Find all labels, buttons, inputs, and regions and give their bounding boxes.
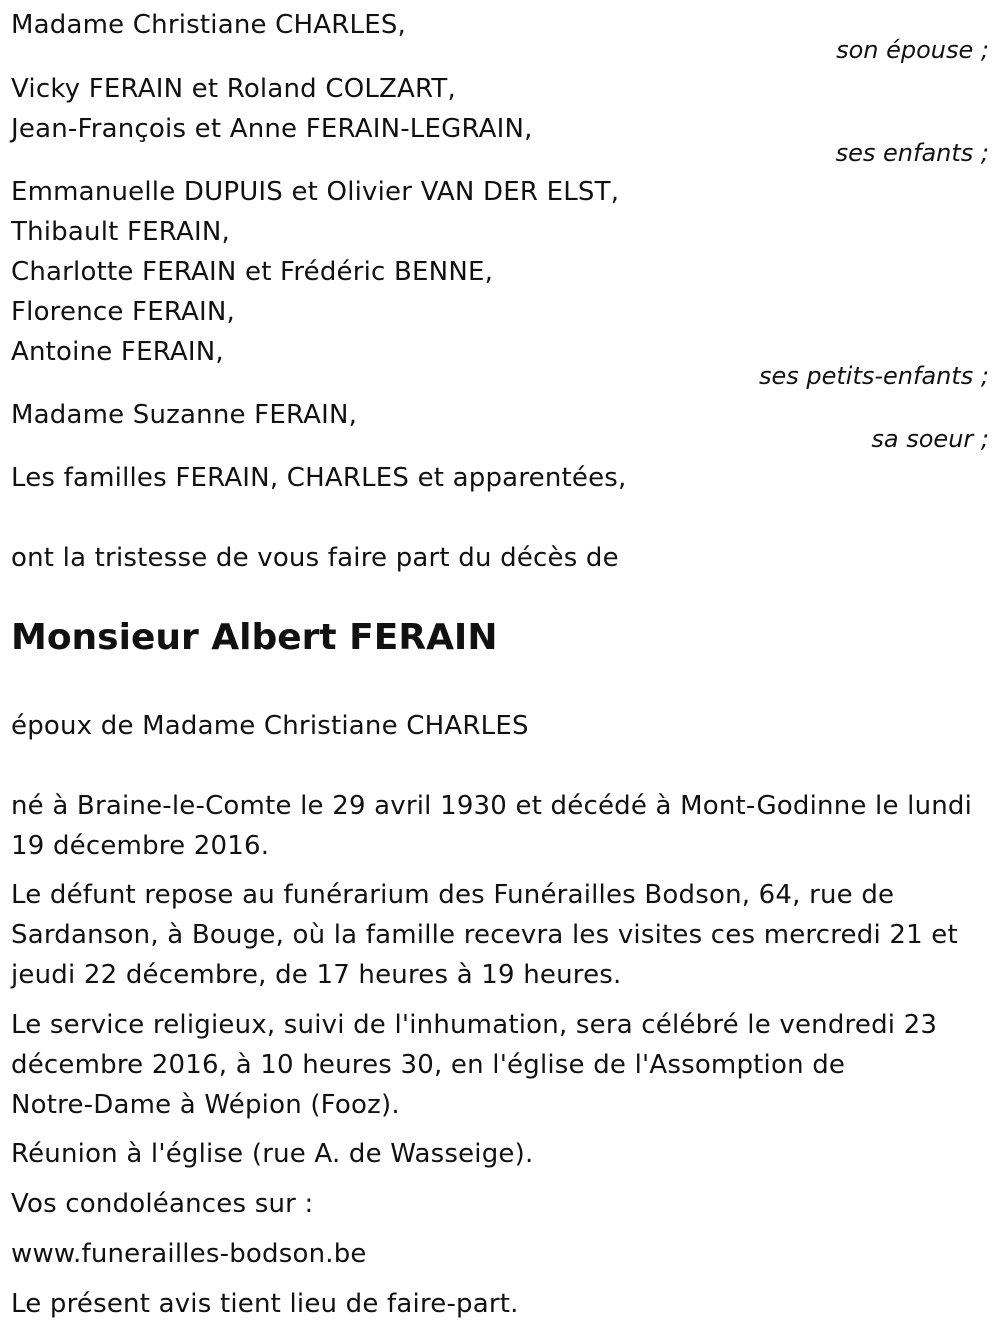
sister-name: Madame Suzanne FERAIN,	[11, 400, 358, 430]
closing-note: Le présent avis tient lieu de faire-part.	[11, 1289, 519, 1319]
spouse-of: époux de Madame Christiane CHARLES	[11, 711, 529, 741]
sister-role: sa soeur ;	[871, 425, 989, 453]
grandchildren-role: ses petits-enfants ;	[758, 362, 989, 390]
funerarium-line: Le défunt repose au funérarium des Funérailles Bodson, 64, rue de	[11, 880, 895, 910]
grandchild-line: Antoine FERAIN,	[11, 337, 224, 367]
child-line: Vicky FERAIN et Roland COLZART,	[11, 74, 456, 104]
grandchild-line: Thibault FERAIN,	[11, 217, 230, 247]
meeting-place: Réunion à l'église (rue A. de Wasseige).	[11, 1139, 534, 1169]
deceased-name: Monsieur Albert FERAIN	[11, 617, 498, 658]
grandchild-line: Emmanuelle DUPUIS et Olivier VAN DER ELST,	[11, 177, 620, 207]
families-line: Les familles FERAIN, CHARLES et apparentées,	[11, 463, 627, 493]
child-line: Jean-François et Anne FERAIN-LEGRAIN,	[11, 114, 533, 144]
condolences-label: Vos condoléances sur :	[11, 1189, 314, 1219]
grandchild-line: Florence FERAIN,	[11, 297, 235, 327]
funerarium-line: jeudi 22 décembre, de 17 heures à 19 heures.	[11, 960, 622, 990]
children-role: ses enfants ;	[835, 139, 989, 167]
spouse-name: Madame Christiane CHARLES,	[11, 10, 407, 40]
birth-death-line: 19 décembre 2016.	[11, 831, 270, 861]
funerarium-line: Sardanson, à Bouge, où la famille recevra les visites ces mercredi 21 et	[11, 920, 958, 950]
condolences-link[interactable]: www.funerailles-bodson.be	[11, 1239, 367, 1269]
service-line: Le service religieux, suivi de l'inhumation, sera célébré le vendredi 23	[11, 1010, 938, 1040]
grandchild-line: Charlotte FERAIN et Frédéric BENNE,	[11, 257, 494, 287]
service-line: Notre-Dame à Wépion (Fooz).	[11, 1090, 400, 1120]
announcement: ont la tristesse de vous faire part du décès de	[11, 543, 619, 573]
birth-death-line: né à Braine-le-Comte le 29 avril 1930 et décédé à Mont-Godinne le lundi	[11, 791, 973, 821]
spouse-role: son épouse ;	[836, 36, 989, 64]
service-line: décembre 2016, à 10 heures 30, en l'église de l'Assomption de	[11, 1050, 846, 1080]
